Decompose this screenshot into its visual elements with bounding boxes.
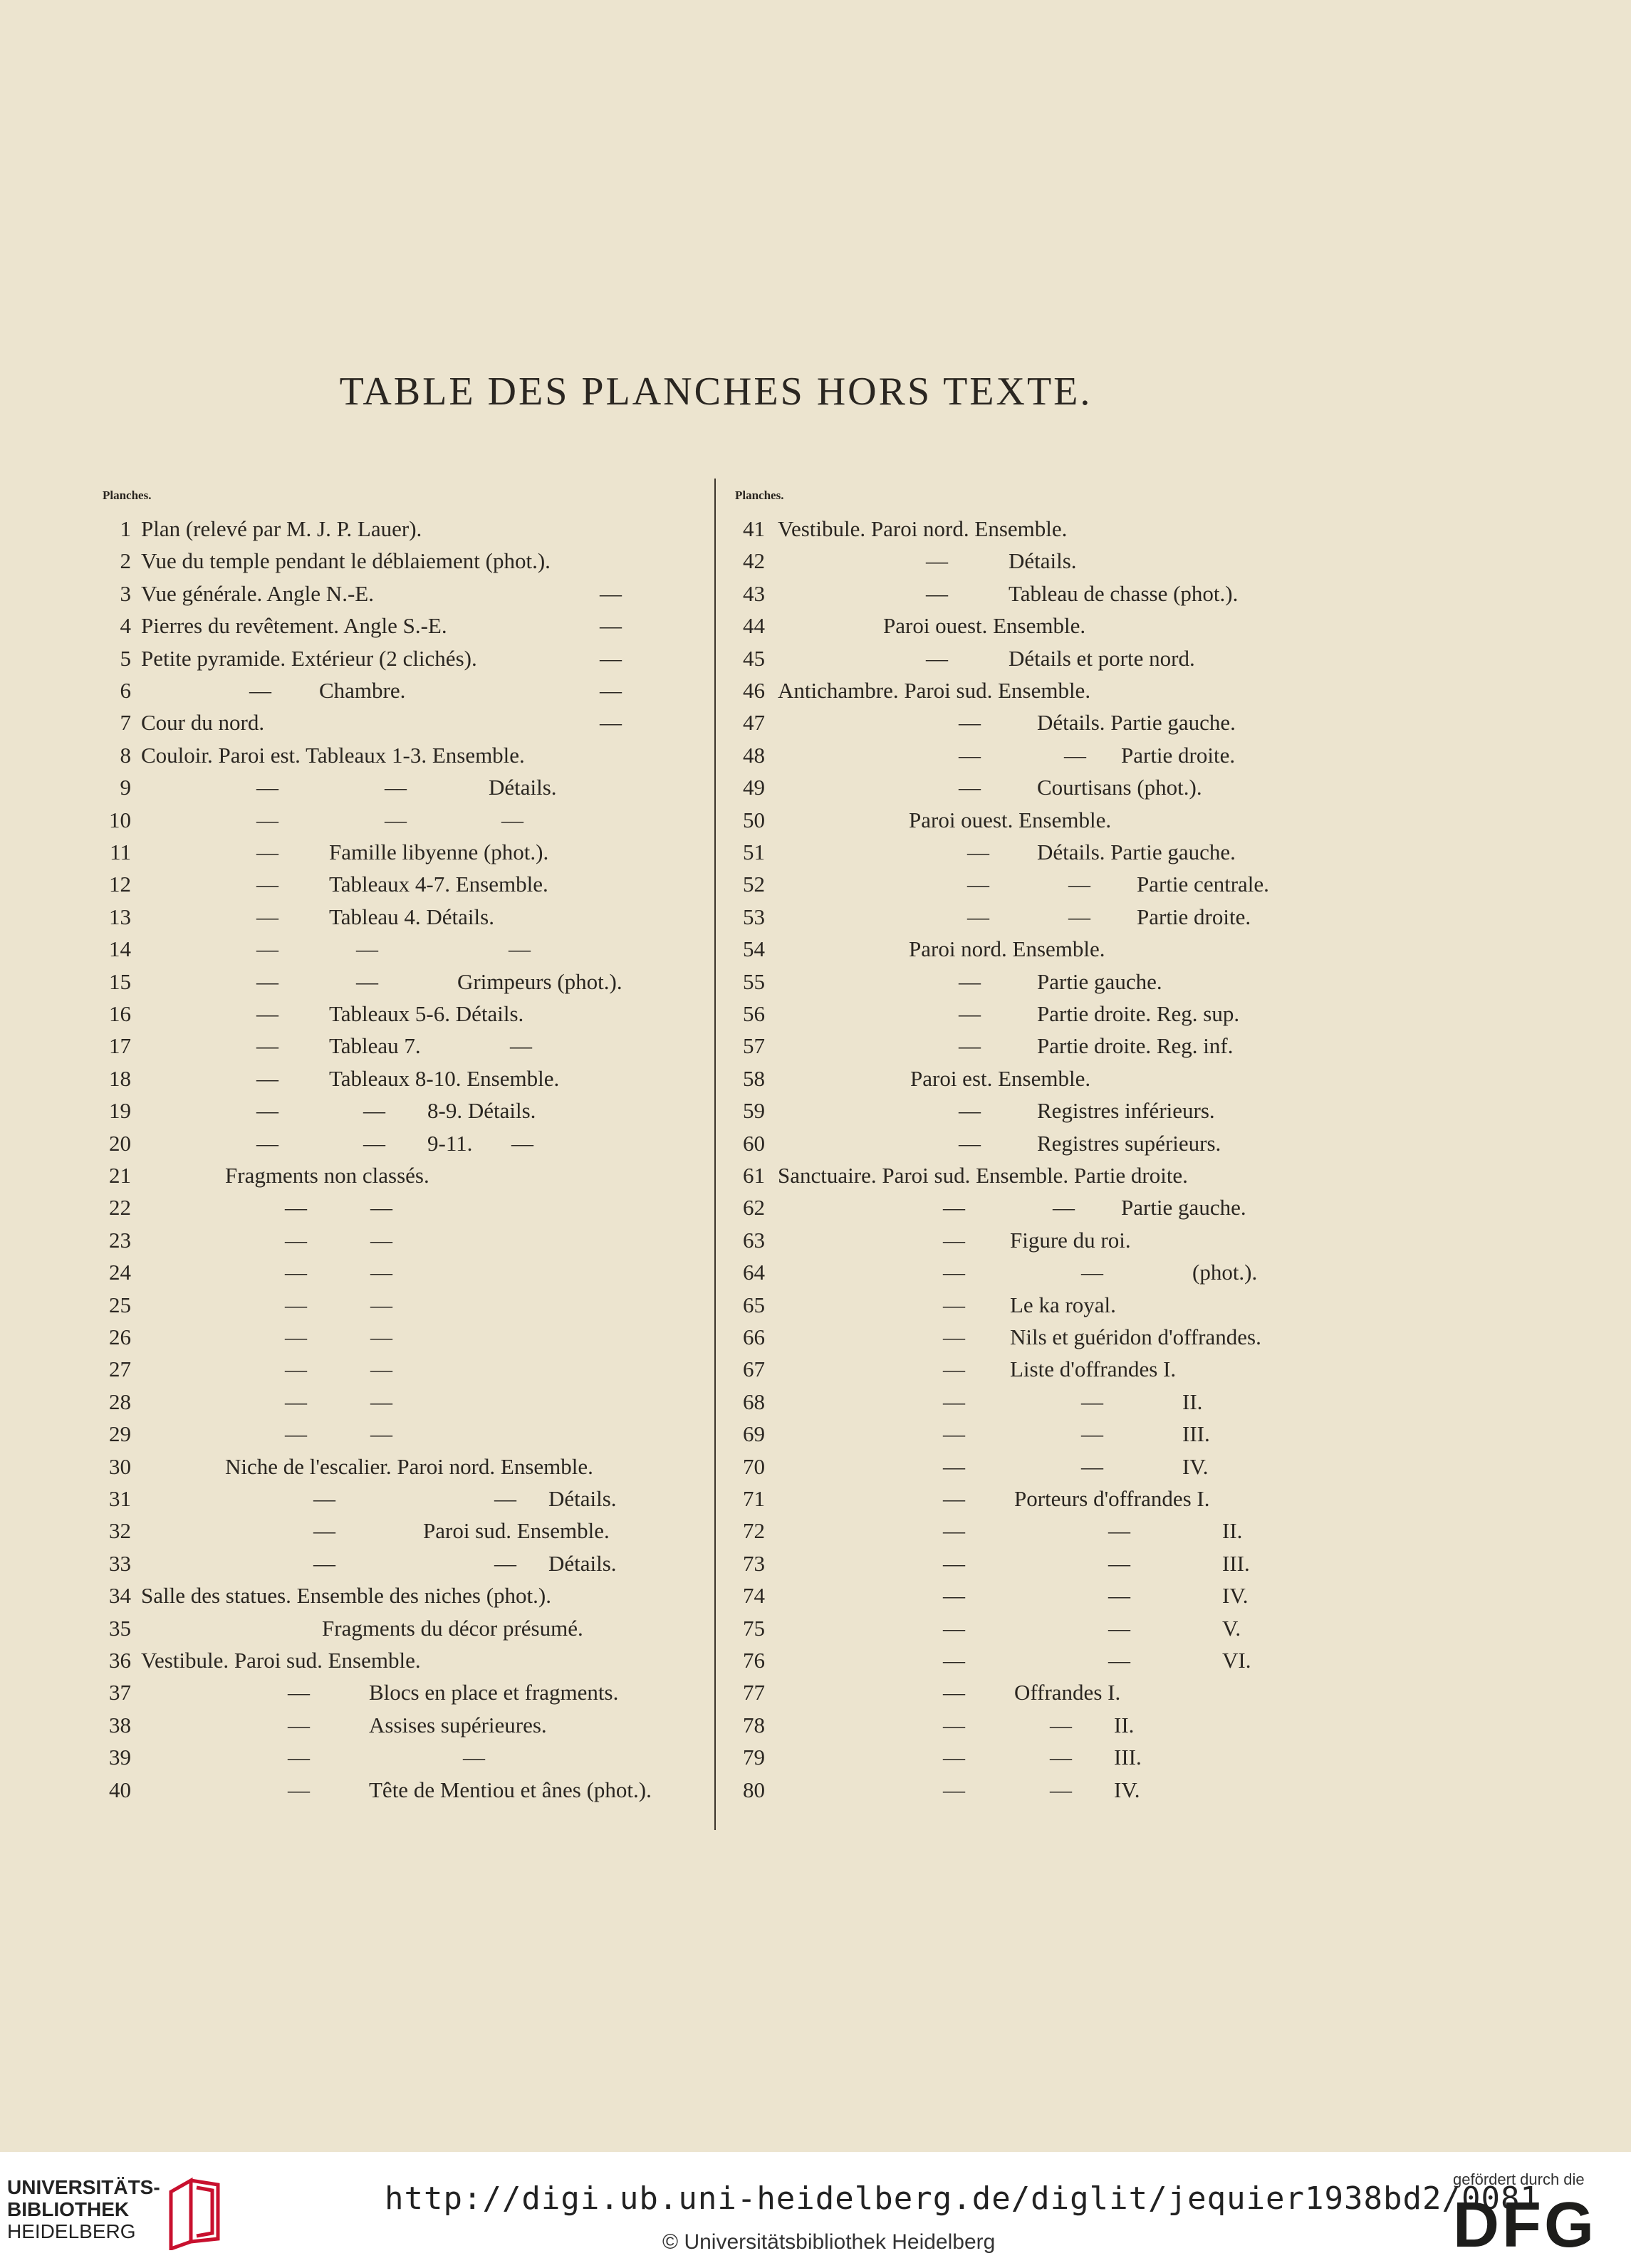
ditto-mark: —: [288, 1777, 310, 1802]
plate-number: 24: [109, 1260, 131, 1285]
ditto-mark: —: [356, 968, 378, 994]
plate-description: Registres inférieurs.: [1037, 1098, 1215, 1124]
plate-number: 18: [109, 1065, 131, 1091]
ditto-mark: —: [943, 1453, 965, 1479]
plate-description: Antichambre. Paroi sud. Ensemble.: [778, 678, 1091, 703]
plate-description: Porteurs d'offrandes I.: [1014, 1486, 1210, 1511]
plate-number: 33: [109, 1550, 131, 1576]
ditto-mark: —: [1108, 1550, 1130, 1576]
ditto-mark: —: [510, 1033, 532, 1059]
ditto-mark: —: [1108, 1648, 1130, 1673]
dfg-logo: DFG: [1453, 2190, 1597, 2261]
plate-description: Niche de l'escalier. Paroi nord. Ensemble.: [225, 1453, 593, 1479]
ditto-mark: —: [285, 1292, 307, 1317]
plate-description: Partie droite. Reg. sup.: [1037, 1001, 1240, 1026]
library-name-line: BIBLIOTHEK: [7, 2198, 130, 2220]
plate-number: 11: [110, 840, 131, 864]
ditto-mark: —: [285, 1227, 307, 1253]
ditto-mark: —: [256, 1033, 278, 1059]
plate-number: 15: [109, 968, 131, 994]
ditto-mark: —: [249, 678, 271, 703]
ditto-mark: —: [959, 1098, 981, 1124]
plate-description: Figure du roi.: [1010, 1227, 1131, 1253]
plate-description: Salle des statues. Ensemble des niches (phot.).: [141, 1583, 551, 1609]
plate-number: 47: [743, 710, 765, 736]
footer-bar: [0, 2152, 1631, 2268]
ditto-mark: —: [256, 968, 278, 994]
plate-description: Assises supérieures.: [369, 1712, 547, 1737]
ditto-mark: —: [600, 613, 622, 639]
ditto-mark: —: [370, 1195, 392, 1221]
plate-description: Partie centrale.: [1137, 872, 1269, 897]
plate-description: Vue du temple pendant le déblaiement (phot.).: [141, 548, 551, 574]
ditto-mark: —: [943, 1260, 965, 1285]
ditto-mark: —: [511, 1130, 533, 1156]
ditto-mark: —: [285, 1357, 307, 1382]
plate-number: 4: [120, 613, 131, 639]
plate-number: 40: [109, 1777, 131, 1802]
plate-number: 55: [743, 968, 765, 994]
plate-number: 20: [109, 1130, 131, 1156]
plate-description: Détails. Partie gauche.: [1037, 710, 1236, 736]
plate-description: Fragments du décor présumé.: [322, 1615, 583, 1641]
plate-number: 39: [109, 1745, 131, 1770]
ditto-mark: —: [370, 1260, 392, 1285]
plate-number: 80: [743, 1777, 765, 1802]
ditto-mark: —: [959, 968, 981, 994]
ditto-mark: —: [1081, 1260, 1103, 1285]
ditto-mark: —: [256, 936, 278, 962]
plate-number: 53: [743, 904, 765, 929]
ditto-mark: —: [600, 710, 622, 736]
ditto-mark: —: [256, 1130, 278, 1156]
ditto-mark: —: [370, 1389, 392, 1414]
plate-number: 16: [109, 1001, 131, 1026]
plate-number: 9: [120, 775, 131, 800]
ditto-mark: —: [385, 775, 407, 800]
ditto-mark: —: [943, 1227, 965, 1253]
ditto-mark: —: [1068, 904, 1090, 929]
ditto-mark: —: [356, 936, 378, 962]
plate-description: II.: [1182, 1389, 1203, 1414]
plate-number: 30: [109, 1453, 131, 1479]
plate-description: IV.: [1114, 1777, 1140, 1802]
plate-number: 49: [743, 775, 765, 800]
plate-number: 69: [743, 1421, 765, 1447]
plate-description: (phot.).: [1192, 1260, 1258, 1285]
plate-number: 56: [743, 1001, 765, 1026]
plate-description: III.: [1182, 1421, 1210, 1447]
ditto-mark: —: [943, 1550, 965, 1576]
plate-number: 19: [109, 1098, 131, 1124]
plate-number: 43: [743, 580, 765, 606]
plate-description: Partie gauche.: [1037, 968, 1162, 994]
plate-description: Blocs en place et fragments.: [369, 1680, 619, 1705]
plate-description: IV.: [1182, 1453, 1209, 1479]
plate-number: 22: [109, 1195, 131, 1221]
plate-number: 38: [109, 1712, 131, 1737]
plate-number: 10: [109, 807, 131, 832]
ditto-mark: —: [285, 1195, 307, 1221]
plate-description: Détails et porte nord.: [1009, 645, 1195, 671]
plate-number: 36: [109, 1648, 131, 1673]
plate-number: 42: [743, 548, 765, 574]
ditto-mark: —: [288, 1712, 310, 1737]
plate-number: 6: [120, 678, 131, 703]
plate-number: 50: [743, 807, 765, 832]
ditto-mark: —: [959, 710, 981, 736]
library-logo-icon: [162, 2170, 226, 2250]
ditto-mark: —: [959, 1130, 981, 1156]
plate-number: 17: [109, 1033, 131, 1059]
ditto-mark: —: [313, 1486, 335, 1511]
plate-description: Paroi est. Ensemble.: [910, 1065, 1091, 1091]
plate-description: IV.: [1222, 1583, 1249, 1609]
plate-description: Vestibule. Paroi sud. Ensemble.: [141, 1648, 421, 1673]
ditto-mark: —: [959, 742, 981, 768]
library-name-line: HEIDELBERG: [7, 2220, 136, 2242]
ditto-mark: —: [256, 775, 278, 800]
plate-number: 2: [120, 548, 131, 574]
ditto-mark: —: [1050, 1777, 1072, 1802]
ditto-mark: —: [363, 1098, 385, 1124]
ditto-mark: —: [256, 840, 278, 864]
plate-number: 52: [743, 872, 765, 897]
plate-description: Le ka royal.: [1010, 1292, 1116, 1317]
ditto-mark: —: [463, 1745, 485, 1770]
plate-description: Détails. Partie gauche.: [1037, 840, 1236, 864]
plate-number: 34: [109, 1583, 131, 1609]
ditto-mark: —: [943, 1777, 965, 1802]
page-title: TABLE DES PLANCHES HORS TEXTE.: [339, 370, 1093, 414]
ditto-mark: —: [943, 1745, 965, 1770]
plate-number: 12: [109, 872, 131, 897]
plate-number: 45: [743, 645, 765, 671]
ditto-mark: —: [285, 1421, 307, 1447]
plate-number: 51: [743, 840, 765, 864]
plate-number: 62: [743, 1195, 765, 1221]
plate-number: 61: [743, 1163, 765, 1188]
plate-number: 21: [109, 1163, 131, 1188]
ditto-mark: —: [967, 872, 989, 897]
plate-description: Plan (relevé par M. J. P. Lauer).: [141, 516, 422, 541]
plate-description: Vue générale. Angle N.-E.: [141, 580, 374, 606]
plate-number: 14: [109, 936, 131, 962]
ditto-mark: —: [509, 936, 531, 962]
ditto-mark: —: [288, 1680, 310, 1705]
ditto-mark: —: [1050, 1712, 1072, 1737]
ditto-mark: —: [600, 580, 622, 606]
library-name-line: UNIVERSITÄTS-: [7, 2176, 160, 2198]
plate-number: 7: [120, 710, 131, 736]
ditto-mark: —: [600, 678, 622, 703]
plate-description: Offrandes I.: [1014, 1680, 1121, 1705]
plate-description: Courtisans (phot.).: [1037, 775, 1202, 800]
plate-number: 60: [743, 1130, 765, 1156]
ditto-mark: —: [943, 1583, 965, 1609]
plate-description: Tête de Mentiou et ânes (phot.).: [369, 1777, 652, 1802]
ditto-mark: —: [1108, 1583, 1130, 1609]
ditto-mark: —: [943, 1712, 965, 1737]
ditto-mark: —: [256, 807, 278, 832]
ditto-mark: —: [1108, 1518, 1130, 1544]
plate-description: Pierres du revêtement. Angle S.-E.: [141, 613, 447, 639]
ditto-mark: —: [1068, 872, 1090, 897]
plate-description: III.: [1222, 1550, 1250, 1576]
ditto-mark: —: [385, 807, 407, 832]
plate-number: 63: [743, 1227, 765, 1253]
plate-description: II.: [1222, 1518, 1243, 1544]
ditto-mark: —: [285, 1324, 307, 1349]
plate-description: Famille libyenne (phot.).: [329, 840, 549, 864]
ditto-mark: —: [256, 1065, 278, 1091]
ditto-mark: —: [959, 1001, 981, 1026]
plate-number: 66: [743, 1324, 765, 1349]
ditto-mark: —: [363, 1130, 385, 1156]
plate-number: 48: [743, 742, 765, 768]
plate-number: 78: [743, 1712, 765, 1737]
plate-description: Paroi sud. Ensemble.: [423, 1518, 610, 1544]
plate-description: V.: [1222, 1615, 1241, 1641]
plate-number: 70: [743, 1453, 765, 1479]
plate-description: Cour du nord.: [141, 710, 265, 736]
plate-number: 13: [109, 904, 131, 929]
plate-description: Paroi ouest. Ensemble.: [909, 807, 1112, 832]
ditto-mark: —: [943, 1486, 965, 1511]
plate-number: 74: [743, 1583, 765, 1609]
funding-note: gefördert durch die: [1453, 2170, 1585, 2188]
plate-number: 73: [743, 1550, 765, 1576]
ditto-mark: —: [256, 872, 278, 897]
plate-description: Grimpeurs (phot.).: [457, 968, 622, 994]
plate-description: Partie droite. Reg. inf.: [1037, 1033, 1234, 1059]
plate-description: Tableaux 8-10. Ensemble.: [329, 1065, 560, 1091]
plate-number: 57: [743, 1033, 765, 1059]
plate-number: 65: [743, 1292, 765, 1317]
ditto-mark: —: [370, 1227, 392, 1253]
ditto-mark: —: [926, 580, 948, 606]
plate-description: 9-11.: [427, 1130, 473, 1156]
plate-number: 27: [109, 1357, 131, 1382]
plate-description: Petite pyramide. Extérieur (2 clichés).: [141, 645, 477, 671]
plate-number: 58: [743, 1065, 765, 1091]
plate-number: 26: [109, 1324, 131, 1349]
plate-number: 31: [109, 1486, 131, 1511]
ditto-mark: —: [256, 904, 278, 929]
plate-description: Couloir. Paroi est. Tableaux 1-3. Ensemble.: [141, 742, 525, 768]
plate-number: 67: [743, 1357, 765, 1382]
column-divider: [714, 479, 716, 1830]
plate-number: 77: [743, 1680, 765, 1705]
ditto-mark: —: [943, 1615, 965, 1641]
plate-description: Détails.: [1009, 548, 1077, 574]
plate-number: 79: [743, 1745, 765, 1770]
plate-number: 23: [109, 1227, 131, 1253]
plate-description: 8-9. Détails.: [427, 1098, 536, 1124]
ditto-mark: —: [1108, 1615, 1130, 1641]
plate-number: 25: [109, 1292, 131, 1317]
plate-number: 29: [109, 1421, 131, 1447]
ditto-mark: —: [943, 1518, 965, 1544]
ditto-mark: —: [967, 904, 989, 929]
ditto-mark: —: [494, 1486, 516, 1511]
plate-description: Fragments non classés.: [225, 1163, 429, 1188]
plate-description: Paroi nord. Ensemble.: [909, 936, 1105, 962]
ditto-mark: —: [1081, 1421, 1103, 1447]
plate-description: Vestibule. Paroi nord. Ensemble.: [778, 516, 1068, 541]
ditto-mark: —: [926, 548, 948, 574]
ditto-mark: —: [288, 1745, 310, 1770]
ditto-mark: —: [926, 645, 948, 671]
plate-number: 3: [120, 580, 131, 606]
plate-description: Tableaux 5-6. Détails.: [329, 1001, 524, 1026]
plate-description: VI.: [1222, 1648, 1251, 1673]
plate-description: Paroi ouest. Ensemble.: [883, 613, 1086, 639]
ditto-mark: —: [943, 1648, 965, 1673]
ditto-mark: —: [959, 775, 981, 800]
ditto-mark: —: [1064, 742, 1086, 768]
plate-number: 76: [743, 1648, 765, 1673]
plate-number: 28: [109, 1389, 131, 1414]
ditto-mark: —: [967, 840, 989, 864]
column-header-left: Planches.: [103, 488, 152, 502]
ditto-mark: —: [313, 1518, 335, 1544]
ditto-mark: —: [501, 807, 523, 832]
plate-description: Partie droite.: [1121, 742, 1236, 768]
plate-description: Sanctuaire. Paroi sud. Ensemble. Partie droite.: [778, 1163, 1188, 1188]
plate-number: 1: [120, 516, 131, 541]
plate-number: 54: [743, 936, 765, 962]
plate-description: Détails.: [548, 1550, 617, 1576]
copyright-notice: © Universitätsbibliothek Heidelberg: [662, 2230, 996, 2254]
plate-number: 8: [120, 742, 131, 768]
column-header-right: Planches.: [735, 488, 784, 502]
plate-number: 44: [743, 613, 765, 639]
plate-number: 59: [743, 1098, 765, 1124]
plate-number: 46: [743, 678, 765, 703]
ditto-mark: —: [1050, 1745, 1072, 1770]
ditto-mark: —: [1053, 1195, 1075, 1221]
plate-description: Détails.: [489, 775, 557, 800]
ditto-mark: —: [285, 1260, 307, 1285]
plate-description: Chambre.: [319, 678, 406, 703]
plate-description: II.: [1114, 1712, 1135, 1737]
ditto-mark: —: [256, 1098, 278, 1124]
plate-description: Détails.: [548, 1486, 617, 1511]
ditto-mark: —: [943, 1195, 965, 1221]
plate-number: 35: [109, 1615, 131, 1641]
plate-number: 68: [743, 1389, 765, 1414]
ditto-mark: —: [256, 1001, 278, 1026]
ditto-mark: —: [943, 1389, 965, 1414]
plate-number: 75: [743, 1615, 765, 1641]
plate-number: 37: [109, 1680, 131, 1705]
plate-number: 64: [743, 1260, 765, 1285]
ditto-mark: —: [943, 1292, 965, 1317]
plate-description: Tableau 7.: [329, 1033, 421, 1059]
ditto-mark: —: [943, 1357, 965, 1382]
plate-number: 72: [743, 1518, 765, 1544]
document-url-link[interactable]: http://digi.ub.uni-heidelberg.de/diglit/jequier1938bd2/0081: [385, 2180, 1540, 2217]
plate-description: Registres supérieurs.: [1037, 1130, 1221, 1156]
ditto-mark: —: [370, 1357, 392, 1382]
ditto-mark: —: [1081, 1453, 1103, 1479]
plate-description: III.: [1114, 1745, 1142, 1770]
ditto-mark: —: [370, 1421, 392, 1447]
ditto-mark: —: [959, 1033, 981, 1059]
plate-description: Partie droite.: [1137, 904, 1251, 929]
ditto-mark: —: [494, 1550, 516, 1576]
plate-description: Tableau de chasse (phot.).: [1009, 580, 1239, 606]
ditto-mark: —: [943, 1324, 965, 1349]
plate-description: Partie gauche.: [1121, 1195, 1246, 1221]
ditto-mark: —: [943, 1421, 965, 1447]
plate-number: 5: [120, 645, 131, 671]
ditto-mark: —: [285, 1389, 307, 1414]
ditto-mark: —: [313, 1550, 335, 1576]
plate-number: 41: [743, 516, 765, 541]
ditto-mark: —: [1081, 1389, 1103, 1414]
plate-description: Tableau 4. Détails.: [329, 904, 494, 929]
ditto-mark: —: [943, 1680, 965, 1705]
ditto-mark: —: [370, 1324, 392, 1349]
plate-number: 71: [743, 1486, 765, 1511]
plate-description: Nils et guéridon d'offrandes.: [1010, 1324, 1261, 1349]
ditto-mark: —: [370, 1292, 392, 1317]
ditto-mark: —: [600, 645, 622, 671]
plate-description: Liste d'offrandes I.: [1010, 1357, 1177, 1382]
plate-description: Tableaux 4-7. Ensemble.: [329, 872, 548, 897]
plate-number: 32: [109, 1518, 131, 1544]
library-name: [7, 2176, 160, 2242]
